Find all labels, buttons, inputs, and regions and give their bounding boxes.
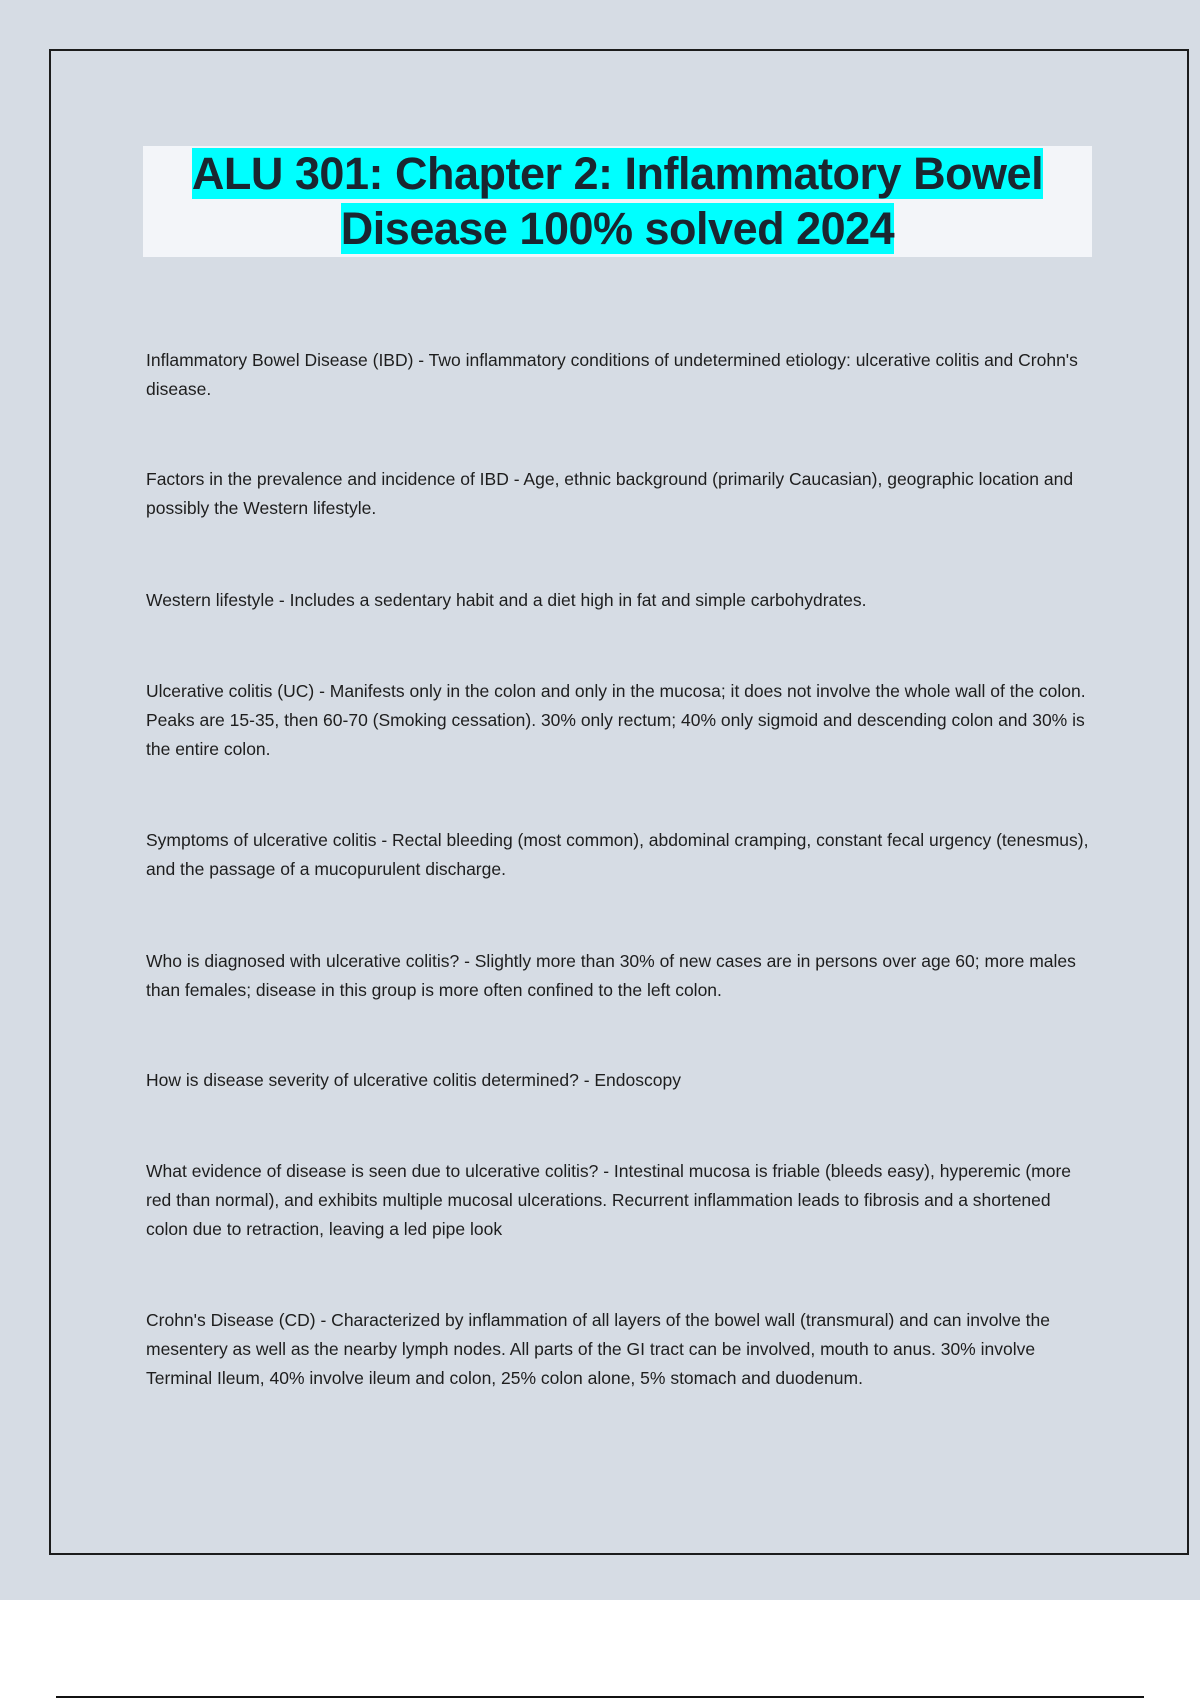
paragraph-uc-evidence: What evidence of disease is seen due to ulcerative colitis? - Intestinal mucosa is friable (bleeds easy), hyperemic (more red than normal), and exhibits multiple mucosal ulcerations. Recurrent inflammation leads to fibrosis and a shortened colon due to retraction, leaving a led pipe look [146, 1161, 1072, 1239]
paragraph-uc-severity: How is disease severity of ulcerative colitis determined? - Endoscopy [146, 1070, 681, 1090]
paragraph-uc-symptoms: Symptoms of ulcerative colitis - Rectal bleeding (most common), abdominal cramping, constant fecal urgency (tenesmus), and the passage of a mucopurulent discharge. [146, 830, 1089, 879]
title-line-1: ALU 301: Chapter 2: Inflammatory Bowel [191, 148, 1044, 199]
paragraph-crohns-disease: Crohn's Disease (CD) - Characterized by inflammation of all layers of the bowel wall (transmural) and can involve the mesentery as well as the nearby lymph nodes. All parts of the GI tract can be involved, mouth to anus. 30% involve Terminal Ileum, 40% involve ileum and colon, 25% colon alone, 5% stomach and duodenum. [146, 1310, 1050, 1388]
document-title [143, 146, 1092, 257]
page-divider [56, 1696, 1144, 1698]
paragraph-ibd-factors: Factors in the prevalence and incidence of IBD - Age, ethnic background (primarily Caucasian), geographic location and possibly the Western lifestyle. [146, 469, 1074, 518]
title-line-2: Disease 100% solved 2024 [340, 203, 895, 254]
paragraph-uc-diagnosed: Who is diagnosed with ulcerative colitis? - Slightly more than 30% of new cases are in persons over age 60; more males than females; disease in this group is more often confined to the left colon. [146, 951, 1076, 1000]
paragraph-western-lifestyle: Western lifestyle - Includes a sedentary habit and a diet high in fat and simple carbohydrates. [146, 590, 867, 610]
paragraph-ulcerative-colitis: Ulcerative colitis (UC) - Manifests only in the colon and only in the mucosa; it does not involve the whole wall of the colon. Peaks are 15-35, then 60-70 (Smoking cessation). 30% only rectum; 40% only sigmoid and descending colon and 30% is the entire colon. [146, 681, 1086, 759]
paragraph-ibd-definition: Inflammatory Bowel Disease (IBD) - Two inflammatory conditions of undetermined etiology: ulcerative colitis and Crohn's disease. [146, 350, 1078, 399]
